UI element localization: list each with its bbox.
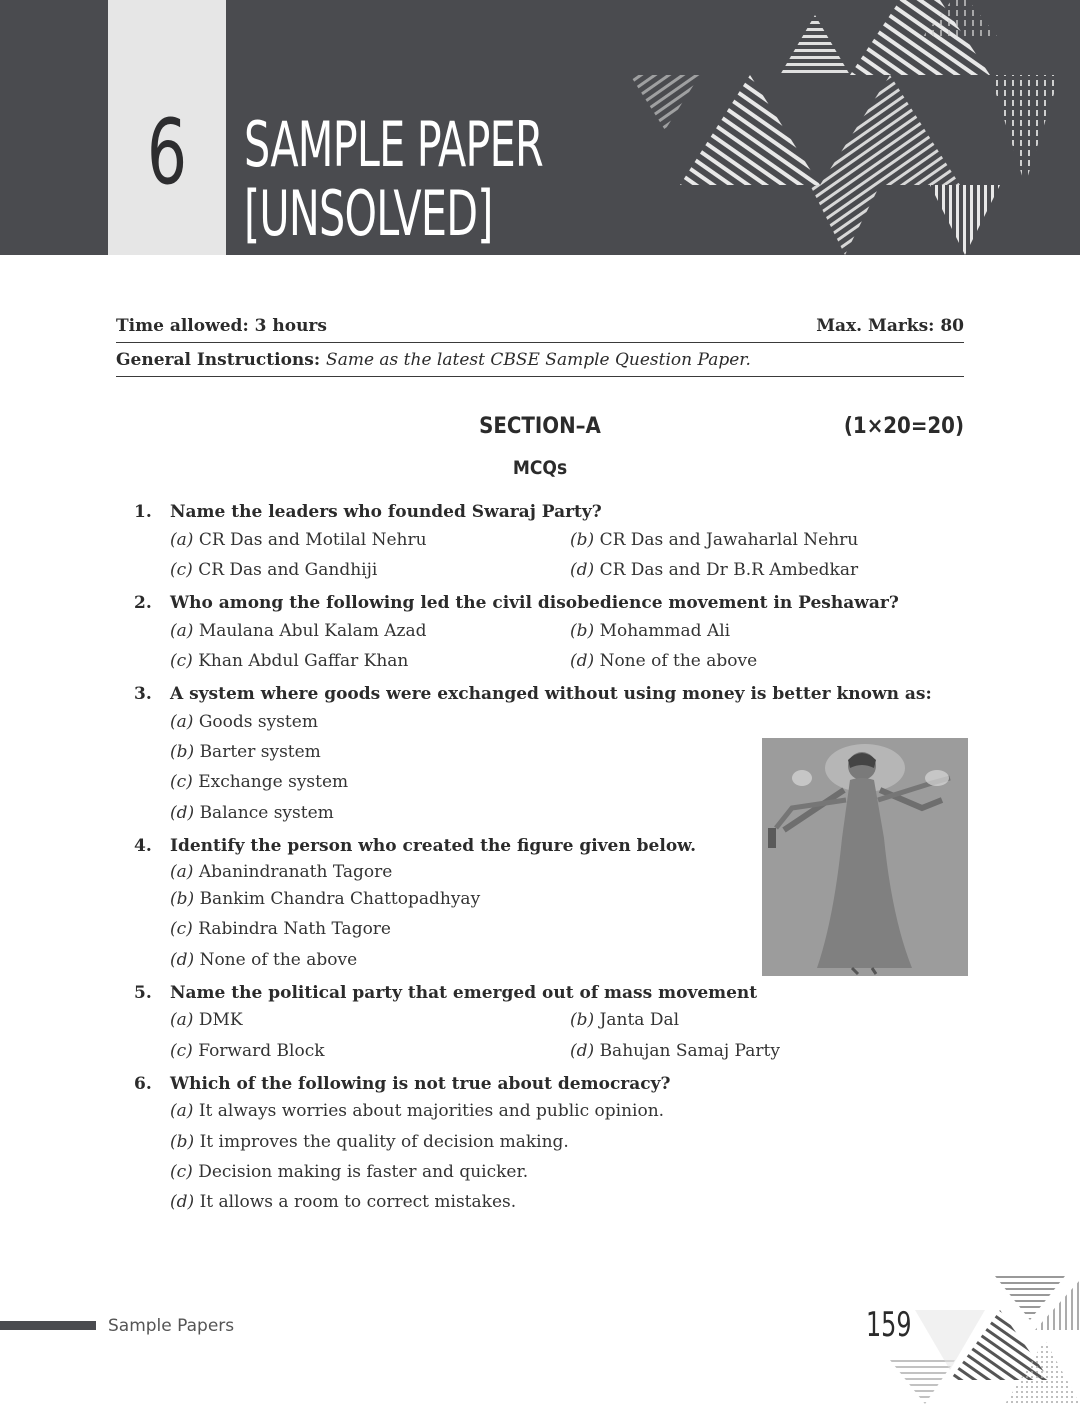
triangle-pattern-decoration [620, 0, 1080, 255]
page-title-line1: SAMPLE PAPER [244, 108, 543, 181]
page-number: 159 [866, 1305, 912, 1345]
option-item: (b) Mohammad Ali [570, 621, 731, 641]
option-item: (c) Khan Abdul Gaffar Khan [170, 651, 409, 671]
option-item: (d) CR Das and Dr B.R Ambedkar [570, 560, 859, 580]
time-allowed: Time allowed: 3 hours [116, 316, 327, 336]
option-item: (d) It allows a room to correct mistakes. [170, 1192, 517, 1212]
question-text: Name the political party that emerged out of mass movement [170, 983, 758, 1003]
question-text: Name the leaders who founded Swaraj Party? [170, 502, 602, 522]
option-item: (b) It improves the quality of decision making. [170, 1132, 569, 1152]
question-number: 3. [134, 684, 152, 704]
option-item: (d) Bahujan Samaj Party [570, 1041, 780, 1061]
question-text: A system where goods were exchanged without using money is better known as: [170, 684, 932, 704]
option-item: (d) None of the above [570, 651, 758, 671]
option-item: (b) CR Das and Jawaharlal Nehru [570, 530, 859, 550]
option-item: (a) DMK [170, 1010, 243, 1030]
option-item: (c) Exchange system [170, 772, 349, 792]
question-text: Who among the following led the civil disobedience movement in Peshawar? [170, 593, 899, 613]
question-number: 4. [134, 836, 152, 856]
option-item: (a) It always worries about majorities and public opinion. [170, 1101, 665, 1121]
painting-figure-image [762, 738, 968, 976]
triangle-pattern-decoration [885, 1270, 1080, 1404]
meta-row-time-marks [116, 316, 964, 343]
section-subtitle: MCQs [512, 457, 568, 479]
option-item: (c) Forward Block [170, 1041, 325, 1061]
question-number: 2. [134, 593, 152, 613]
footer-bar [0, 1321, 96, 1330]
question-number: 6. [134, 1074, 152, 1094]
option-item: (c) Decision making is faster and quicker. [170, 1162, 529, 1182]
general-instructions-text: Same as the latest CBSE Sample Question Paper. [326, 350, 751, 370]
woman-figure-icon [762, 738, 968, 976]
general-instructions [116, 350, 751, 370]
meta-row-instructions [116, 350, 964, 377]
option-item: (d) None of the above [170, 950, 358, 970]
footer-label: Sample Papers [108, 1316, 235, 1336]
question-number: 5. [134, 983, 152, 1003]
option-item: (d) Balance system [170, 803, 334, 823]
question-text: Identify the person who created the figure given below. [170, 836, 696, 856]
option-item: (a) Abanindranath Tagore [170, 862, 393, 882]
option-item: (a) Maulana Abul Kalam Azad [170, 621, 427, 641]
general-instructions-label: General Instructions: [116, 350, 321, 370]
page-title-line2: [UNSOLVED] [244, 177, 493, 250]
option-item: (c) Rabindra Nath Tagore [170, 919, 391, 939]
max-marks: Max. Marks: 80 [816, 316, 964, 336]
chapter-number: 6 [146, 100, 188, 205]
option-item: (b) Barter system [170, 742, 321, 762]
section-title: SECTION–A [479, 414, 601, 439]
option-item: (a) Goods system [170, 712, 318, 732]
section-marks: (1×20=20) [843, 414, 964, 439]
option-item: (b) Janta Dal [570, 1010, 680, 1030]
option-item: (c) CR Das and Gandhiji [170, 560, 378, 580]
option-item: (b) Bankim Chandra Chattopadhyay [170, 889, 481, 909]
question-number: 1. [134, 502, 152, 522]
question-text: Which of the following is not true about democracy? [170, 1074, 671, 1094]
option-item: (a) CR Das and Motilal Nehru [170, 530, 427, 550]
